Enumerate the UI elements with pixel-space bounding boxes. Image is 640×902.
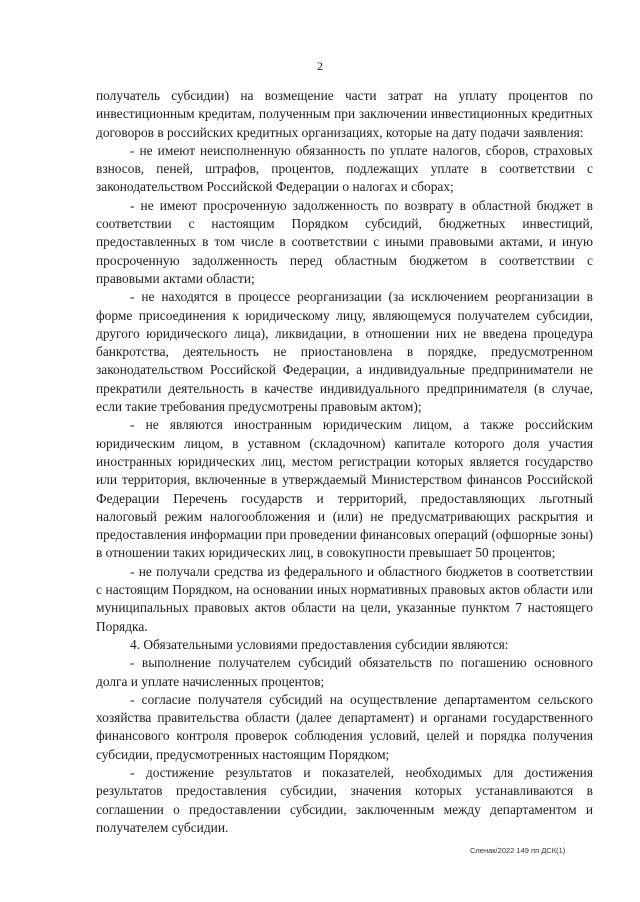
- paragraph-inspection-consent: - согласие получателя субсидий на осуществление департаментом сельского хозяйства правительства области (далее департамент) и органами государственного финансового контроля проверок соблюдения условий, целей и порядка получения субсидии, предусмотренных настоящим Порядком;: [96, 691, 593, 762]
- paragraph-foreign-entity: - не являются иностранным юридическим лицом, а также российским юридическим лицом, в уставном (складочном) капитале которого доля участия иностранных юридических лиц, местом регистрации которых является государство или территория, включенные в утверждаемый Министерством финансов Российской Федерации Перечень государств и территорий, предоставляющих льготный налоговый режим налогообложения и (или) не предусматривающих раскрытия и предоставления информации при проведении финансовых операций (офшорные зоны) в отношении таких юридических лиц, в совокупности превышает 50 процентов;: [96, 417, 593, 561]
- paragraph-no-other-funds: - не получали средства из федерального и областного бюджетов в соответствии с настоящим Порядком, на основании иных нормативных правовых актов области или муниципальных правовых актов области на цели, указанные пунктом 7 настоящего Порядка.: [96, 563, 593, 634]
- paragraph-debt-repayment: - выполнение получателем субсидий обязательств по погашению основного долга и уплате начисленных процентов;: [96, 655, 593, 689]
- footer-reference: Сленак/2022 149 пп ДСК(1): [470, 846, 566, 855]
- paragraph-reorganization: - не находятся в процессе реорганизации (за исключением реорганизации в форме присоединения к юридическому лицу, являющемуся получателем субсидии, другого юридического лица), ликвидации, в отношении них не введена процедура банкротства, деятельность не приостановлена в порядке, предусмотренном законодательством Российской Федерации, а индивидуальные предприниматели не прекратили деятельность в качестве индивидуального предпринимателя (в случае, если такие требования предусмотрены правовым актом);: [96, 289, 593, 415]
- paragraph-section-4: 4. Обязательными условиями предоставления субсидии являются:: [130, 636, 509, 652]
- paragraph-intro: получатель субсидии) на возмещение части затрат на уплату процентов по инвестиционным кредитам, полученным при заключении инвестиционных кредитных договоров в российских кредитных организациях, которые на дату подачи заявления:: [96, 88, 593, 140]
- document-body: [96, 87, 593, 837]
- page-number: 2: [317, 59, 323, 73]
- paragraph-overdue-debt: - не имеют просроченную задолженность по возврату в областной бюджет в соответствии с настоящим Порядком субсидий, бюджетных инвестиций, предоставленных в том числе в соответствии с иными правовыми актами, и иную просроченную задолженность перед областным бюджетом в соответствии с правовыми актами области;: [96, 197, 593, 286]
- paragraph-results-achievement: - достижение результатов и показателей, необходимых для достижения результатов предоставления субсидии, значения которых устанавливаются в соглашении о предоставлении субсидии, заключенным между департаментом и получателем субсидии.: [96, 764, 593, 835]
- paragraph-tax-obligations: - не имеют неисполненную обязанность по уплате налогов, сборов, страховых взносов, пеней, штрафов, процентов, подлежащих уплате в соответствии с законодательством Российской Федерации о налогах и сборах;: [96, 142, 593, 195]
